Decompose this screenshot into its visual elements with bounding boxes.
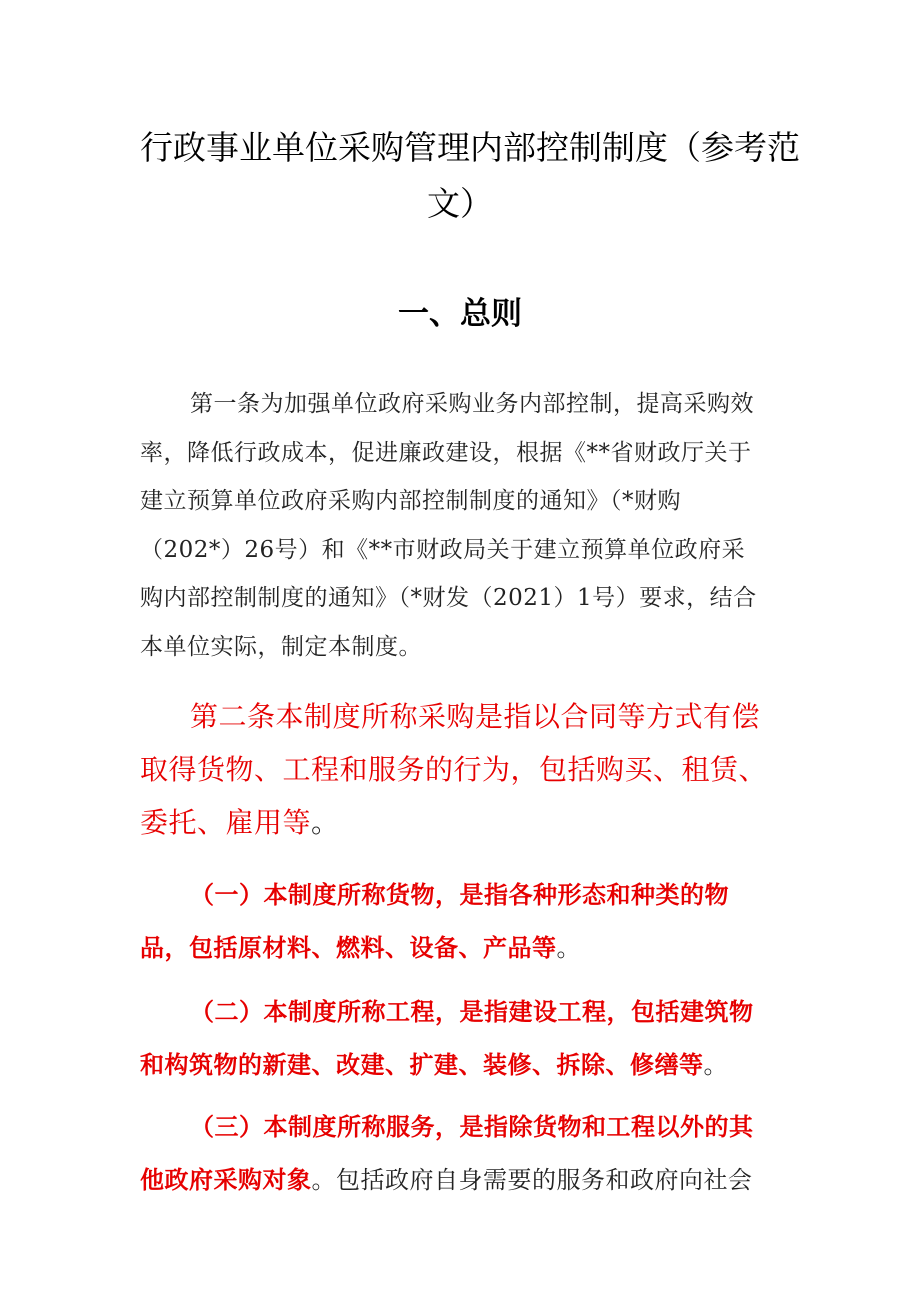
item-3-end: 。包括政府自身需要的服务和政府向社会 xyxy=(311,1166,753,1194)
article-2-highlighted: 第二条本制度所称采购是指以合同等方式有偿取得货物、工程和服务的行为，包括购买、租赁、委托、雇用等 xyxy=(140,700,768,839)
item-2-highlighted: （二）本制度所称工程，是指建设工程，包括建筑物和构筑物的新建、改建、扩建、装修、拆除、修缮等 xyxy=(140,997,754,1079)
section-heading: 一、总则 xyxy=(398,296,522,332)
item-1-highlighted: （一）本制度所称货物，是指各种形态和种类的物品，包括原材料、燃料、设备、产品等 xyxy=(140,880,729,962)
document-title xyxy=(140,120,800,232)
item-1 xyxy=(140,868,770,975)
title-line-2: 文） xyxy=(427,184,493,223)
item-2-end: 。 xyxy=(703,1051,728,1079)
item-3 xyxy=(140,1100,770,1207)
item-3-highlighted: （三）本制度所称服务，是指除货物和工程以外的其他政府采购对象 xyxy=(140,1112,754,1194)
article-2 xyxy=(140,690,785,849)
item-2 xyxy=(140,985,770,1092)
item-1-end: 。 xyxy=(556,934,581,962)
title-line-1: 行政事业单位采购管理内部控制制度（参考范 xyxy=(140,128,800,167)
article-1: 第一条为加强单位政府采购业务内部控制，提高采购效率，降低行政成本，促进廉政建设，根据《**省财政厅关于建立预算单位政府采购内部控制制度的通知》（*财购（202*）26号）和《**市财政局关于建立预算单位政府采购内部控制制度的通知》（*财发（2021）1号）要求，结合本单位实际，制定本制度。 xyxy=(140,391,757,660)
article-2-end: 。 xyxy=(311,806,340,839)
